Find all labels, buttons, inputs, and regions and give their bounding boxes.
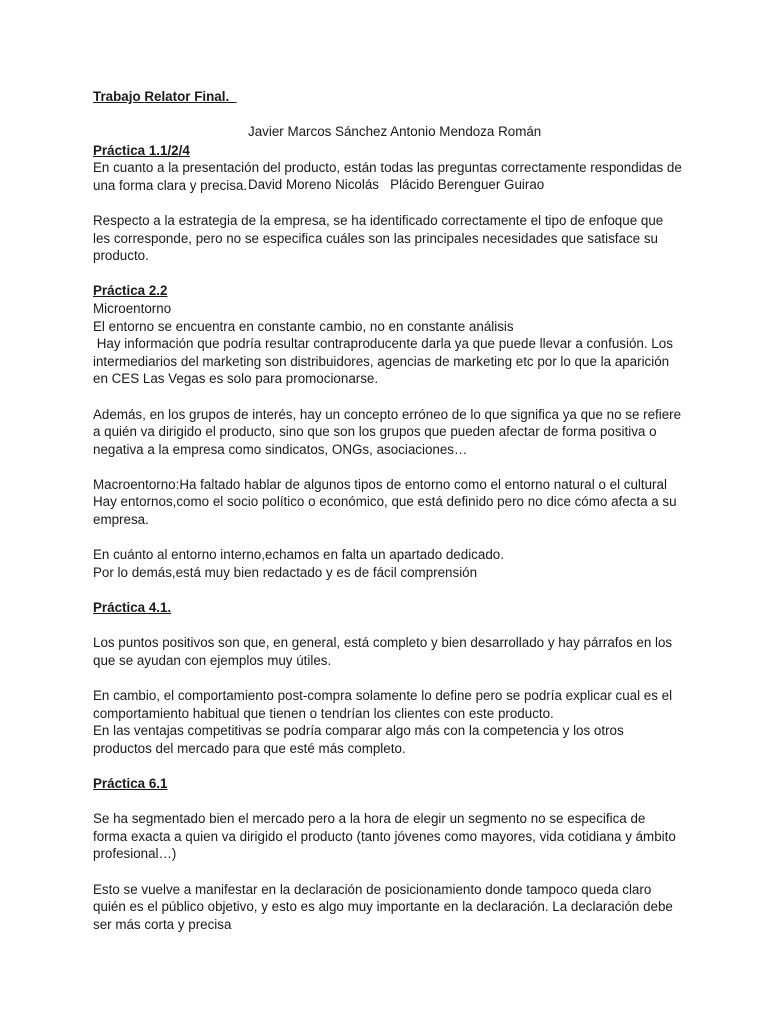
section-heading-4: Práctica 6.1 <box>93 775 168 791</box>
paragraph: Por lo demás,está muy bien redactado y es de fácil comprensión <box>93 564 478 580</box>
paragraph: Respecto a la estrategia de la empresa, se ha identificado correctamente el tipo de enfoque que les corresponde, pero no se especifica cuáles son las principales necesidades que satisface su producto. <box>93 212 664 264</box>
authors-line-1: Javier Marcos Sánchez Antonio Mendoza Román <box>248 124 542 140</box>
spacer <box>93 863 683 881</box>
paragraph: Hay información que podría resultar contraproducente darla ya que puede llevar a confusión. Los intermediarios del marketing son distribuidores, agencias de marketing etc por lo que la aparición en CES Las Vegas es solo para promocionarse. <box>93 336 677 387</box>
spacer <box>93 669 683 687</box>
spacer <box>93 388 683 406</box>
document-body <box>93 88 683 933</box>
section-heading-1: Práctica 1.1/2/4 <box>93 142 190 158</box>
paragraph: El entorno se encuentra en constante cambio, no en constante análisis <box>93 318 514 334</box>
paragraph: Los puntos positivos son que, en general, está completo y bien desarrollado y hay párrafos en los que se ayudan con ejemplos muy útiles. <box>93 635 673 668</box>
paragraph: En las ventajas competitivas se podría comparar algo más con la competencia y los otros productos del mercado para que esté más completo. <box>93 723 624 756</box>
paragraph: En cuánto al entorno interno,echamos en falta un apartado dedicado. <box>93 547 504 563</box>
spacer <box>93 757 683 775</box>
section-heading-2: Práctica 2.2 <box>93 283 168 299</box>
section-heading-3: Práctica 4.1. <box>93 600 172 616</box>
spacer <box>93 581 683 599</box>
authors-line-2: David Moreno Nicolás Plácido Berenguer Guirao <box>248 176 545 192</box>
paragraph: Además, en los grupos de interés, hay un concepto erróneo de lo que significa ya que no se refiere a quién va dirigido el producto, sino que son los grupos que pueden afectar de forma positiva o negativa a la empresa como sindicatos, ONGs, asociaciones… <box>93 406 682 457</box>
paragraph: En cuanto a la presentación del producto, están todas las preguntas correctamente respondidas de una forma clara y precisa. <box>93 160 682 193</box>
paragraph: Esto se vuelve a manifestar en la declaración de posicionamiento donde tampoco queda claro quién es el público objetivo, y esto es algo muy importante en la declaración. La declaración debe ser más corta y precisa <box>93 881 673 932</box>
paragraph: Macroentorno:Ha faltado hablar de algunos tipos de entorno como el entorno natural o el cultural Hay entornos,como el socio político o económico, que está definido pero no dice cómo afecta a su empresa. <box>93 476 677 528</box>
paragraph: Microentorno <box>93 300 172 316</box>
spacer <box>93 793 683 811</box>
spacer <box>93 617 683 635</box>
paragraph: En cambio, el comportamiento post-compra solamente lo define pero se podría explicar cual es el comportamiento habitual que tienen o tendrían los clientes con este producto. <box>93 688 673 721</box>
spacer <box>93 529 683 547</box>
document-title: Trabajo Relator Final. <box>93 89 237 104</box>
paragraph: Se ha segmentado bien el mercado pero a la hora de elegir un segmento no se especifica de forma exacta a quien va dirigido el producto (tanto jóvenes como mayores, vida cotidiana y ámbito profesional…) <box>93 811 676 862</box>
spacer <box>93 265 683 283</box>
spacer <box>93 458 683 476</box>
authors-list <box>248 88 544 229</box>
